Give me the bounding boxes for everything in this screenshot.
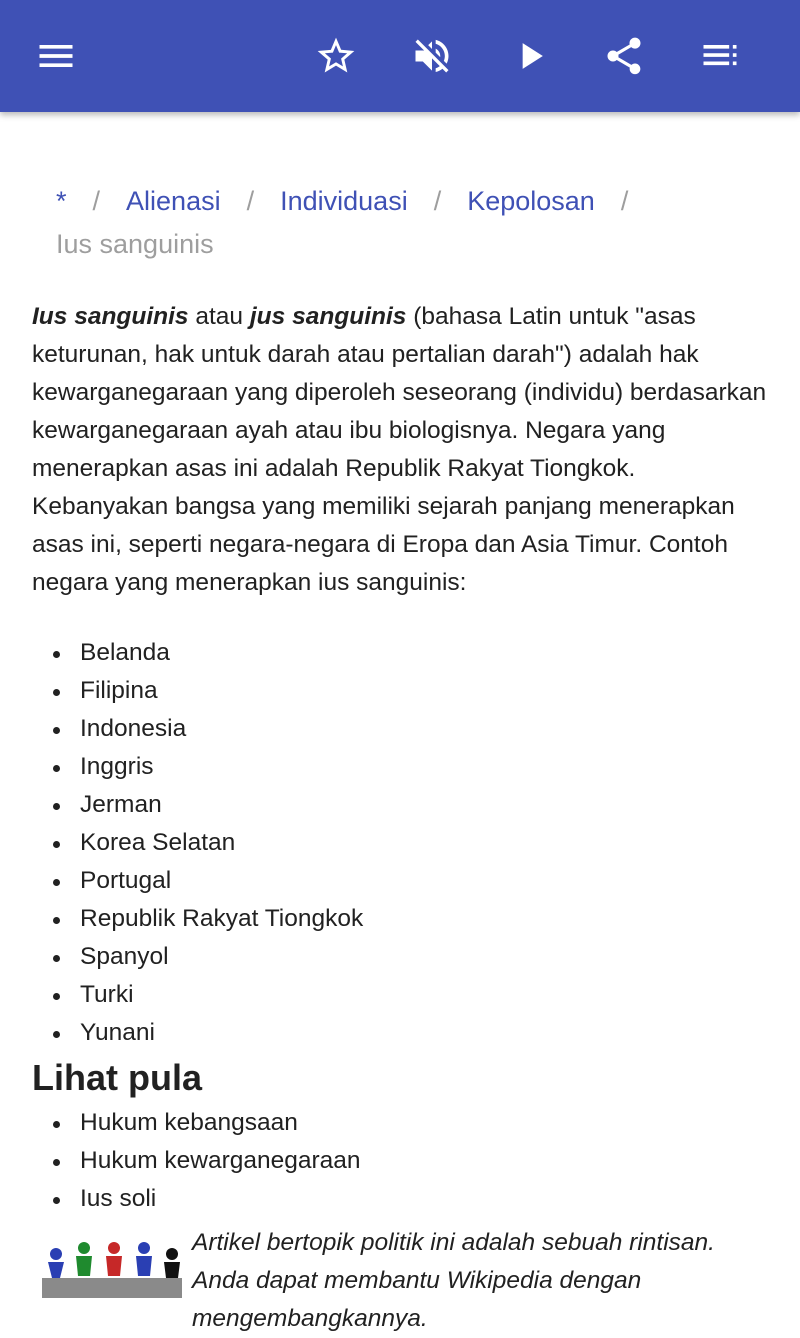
list-item: Yunani: [32, 1014, 772, 1052]
intro-paragraph: [32, 298, 772, 602]
list-item: Spanyol: [32, 938, 772, 976]
list-item: Korea Selatan: [32, 824, 772, 862]
contents-button[interactable]: [692, 28, 748, 84]
play-button[interactable]: [502, 28, 558, 84]
list-item: Indonesia: [32, 710, 772, 748]
mute-button[interactable]: [404, 28, 460, 84]
breadcrumb-link-alienasi[interactable]: Alienasi: [126, 186, 221, 216]
article-body: [32, 298, 772, 1332]
share-button[interactable]: [596, 28, 652, 84]
breadcrumb-current: Ius sanguinis: [56, 229, 214, 259]
menu-button[interactable]: [28, 28, 84, 84]
list-item: Belanda: [32, 634, 772, 672]
politics-stub-image: [34, 1238, 190, 1298]
list-item: Hukum kewarganegaraan: [32, 1142, 772, 1180]
list-item: Republik Rakyat Tiongkok: [32, 900, 772, 938]
stub-text: Artikel bertopik politik ini adalah sebuah rintisan. Anda dapat membantu Wikipedia dengan mengembangkannya.: [192, 1229, 715, 1332]
app-toolbar: [0, 0, 800, 112]
list-item: Turki: [32, 976, 772, 1014]
breadcrumb-link-individuasi[interactable]: Individuasi: [280, 186, 408, 216]
list-item: Jerman: [32, 786, 772, 824]
see-also-heading: Lihat pula: [32, 1057, 202, 1098]
star-icon: [314, 34, 358, 78]
list-item: Filipina: [32, 672, 772, 710]
intro-connector: atau: [188, 303, 250, 330]
menu-icon: [34, 34, 78, 78]
breadcrumb-separator: /: [620, 186, 629, 216]
list-item: Portugal: [32, 862, 772, 900]
list-item: Ius soli: [32, 1180, 772, 1218]
list-item: Inggris: [32, 748, 772, 786]
stub-notice: [32, 1224, 772, 1332]
term-ius-sanguinis: Ius sanguinis: [32, 303, 189, 330]
breadcrumb-link-home[interactable]: *: [56, 186, 67, 216]
playlist-icon: [698, 34, 742, 78]
see-also-list: [32, 1104, 772, 1218]
list-item: Hukum kebangsaan: [32, 1104, 772, 1142]
bookmark-button[interactable]: [308, 28, 364, 84]
article-content: [0, 112, 800, 1332]
share-icon: [602, 34, 646, 78]
intro-text: (bahasa Latin untuk "asas keturunan, hak untuk darah atau pertalian darah") adalah hak kewarganegaraan yang diperoleh seseorang (individu) berdasarkan kewarganegaraan ayah atau ibu biologisnya. Negara yang menerapkan asas ini adalah Republik Rakyat Tiongkok. Kebanyakan bangsa yang memiliki sejarah panjang menerapkan asas ini, seperti negara-negara di Eropa dan Asia Timur. Contoh negara yang menerapkan ius sanguinis:: [32, 303, 767, 596]
breadcrumb: [56, 180, 756, 266]
breadcrumb-link-kepolosan[interactable]: Kepolosan: [467, 186, 595, 216]
country-list: [32, 634, 772, 1052]
volume-off-icon: [410, 34, 454, 78]
breadcrumb-separator: /: [246, 186, 255, 216]
term-jus-sanguinis: jus sanguinis: [249, 303, 407, 330]
play-icon: [508, 34, 552, 78]
breadcrumb-separator: /: [92, 186, 101, 216]
breadcrumb-separator: /: [433, 186, 442, 216]
